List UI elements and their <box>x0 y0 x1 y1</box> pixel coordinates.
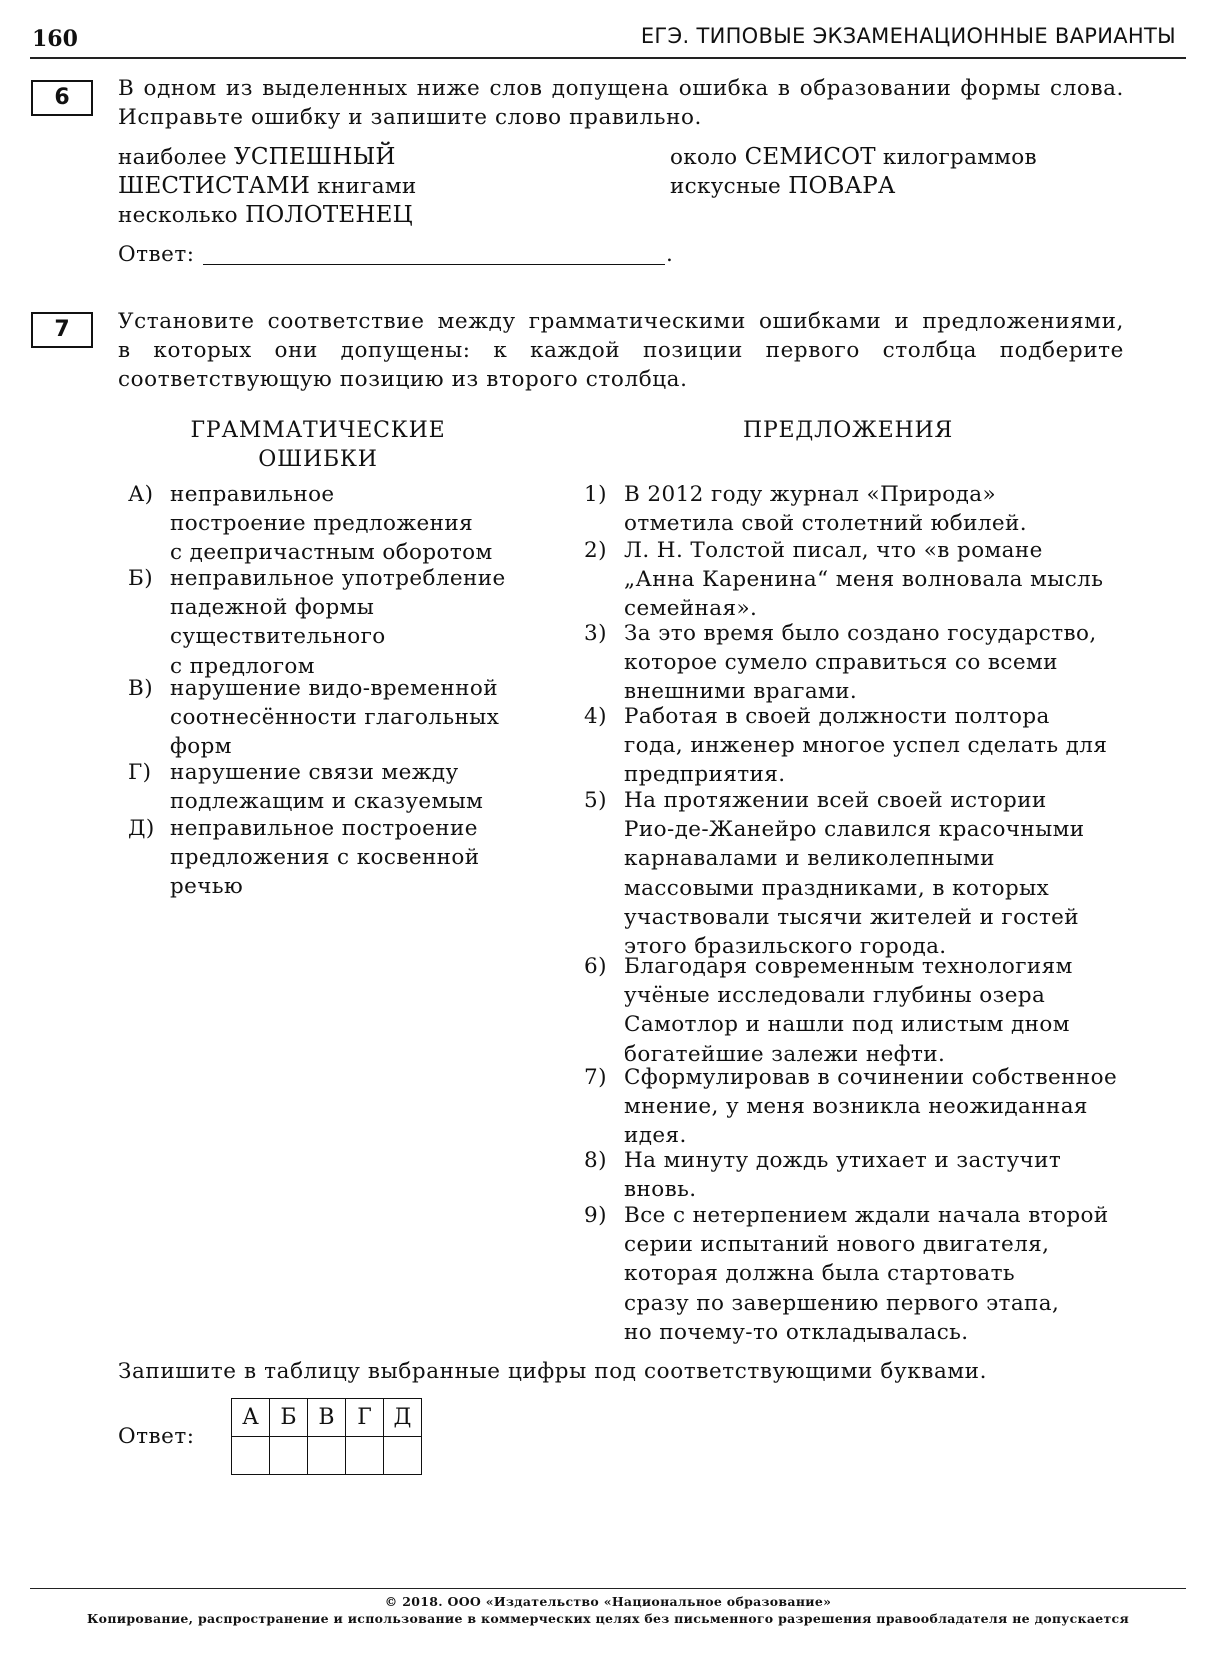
answer-input-cell[interactable] <box>384 1437 422 1475</box>
answer-input-cell[interactable] <box>270 1437 308 1475</box>
answer-table <box>231 1398 422 1475</box>
answer-table-header-row <box>232 1399 422 1437</box>
answer-input-cell[interactable] <box>232 1437 270 1475</box>
answer-input-cell[interactable] <box>346 1437 384 1475</box>
task-6-option: несколько ПОЛОТЕНЕЦ <box>118 202 413 228</box>
task-6-instruction-line-2: Исправьте ошибку и запишите слово правильно. <box>118 105 702 130</box>
task-6-number-box: 6 <box>31 80 93 116</box>
table-letter-cell: А <box>232 1399 270 1437</box>
task-7-number-box: 7 <box>31 312 93 348</box>
task-6-answer-label: Ответ: <box>118 242 195 267</box>
footer-copyright: © 2018. ООО «Издательство «Национальное образование» <box>384 1594 832 1609</box>
table-letter-cell: Г <box>346 1399 384 1437</box>
table-instruction: Запишите в таблицу выбранные цифры под соответствующими буквами. <box>118 1359 988 1384</box>
task-7-instruction-line-3: соответствующую позицию из второго столбца. <box>118 367 688 392</box>
task-6-answer-field[interactable] <box>203 264 665 265</box>
running-header: ЕГЭ. ТИПОВЫЕ ЭКЗАМЕНАЦИОННЫЕ ВАРИАНТЫ <box>640 24 1176 48</box>
answer-table-input-row <box>232 1437 422 1475</box>
task-6-instruction-line-1: В одном из выделенных ниже слов допущена ошибка в образовании формы слова. <box>118 76 1124 101</box>
page-number: 160 <box>32 26 78 52</box>
task-7-instruction-line-1: Установите соответствие между грамматическими ошибками и предложениями, <box>118 309 1124 334</box>
errors-column-heading: ГРАММАТИЧЕСКИЕ ОШИБКИ <box>190 418 446 472</box>
table-letter-cell: Д <box>384 1399 422 1437</box>
answer-input-cell[interactable] <box>308 1437 346 1475</box>
header-divider <box>30 57 1186 59</box>
task-6-option: около СЕМИСОТ килограммов <box>670 144 1037 170</box>
footer-notice: Копирование, распространение и использование в коммерческих целях без письменного разрешения правообладателя не допускается <box>87 1611 1129 1626</box>
table-letter-cell: Б <box>270 1399 308 1437</box>
footer-divider <box>30 1588 1186 1589</box>
task-6-option: искусные ПОВАРА <box>670 173 896 199</box>
sentences-column-heading: ПРЕДЛОЖЕНИЯ <box>742 418 954 443</box>
task-7-instruction-line-2: в которых они допущены: к каждой позиции первого столбца подберите <box>118 338 1124 363</box>
task-6-answer-period: . <box>666 242 674 267</box>
table-letter-cell: В <box>308 1399 346 1437</box>
task-7-answer-label: Ответ: <box>118 1424 195 1449</box>
task-6-option: ШЕСТИСТАМИ книгами <box>118 173 417 199</box>
task-6-option: наиболее УСПЕШНЫЙ <box>118 144 396 170</box>
